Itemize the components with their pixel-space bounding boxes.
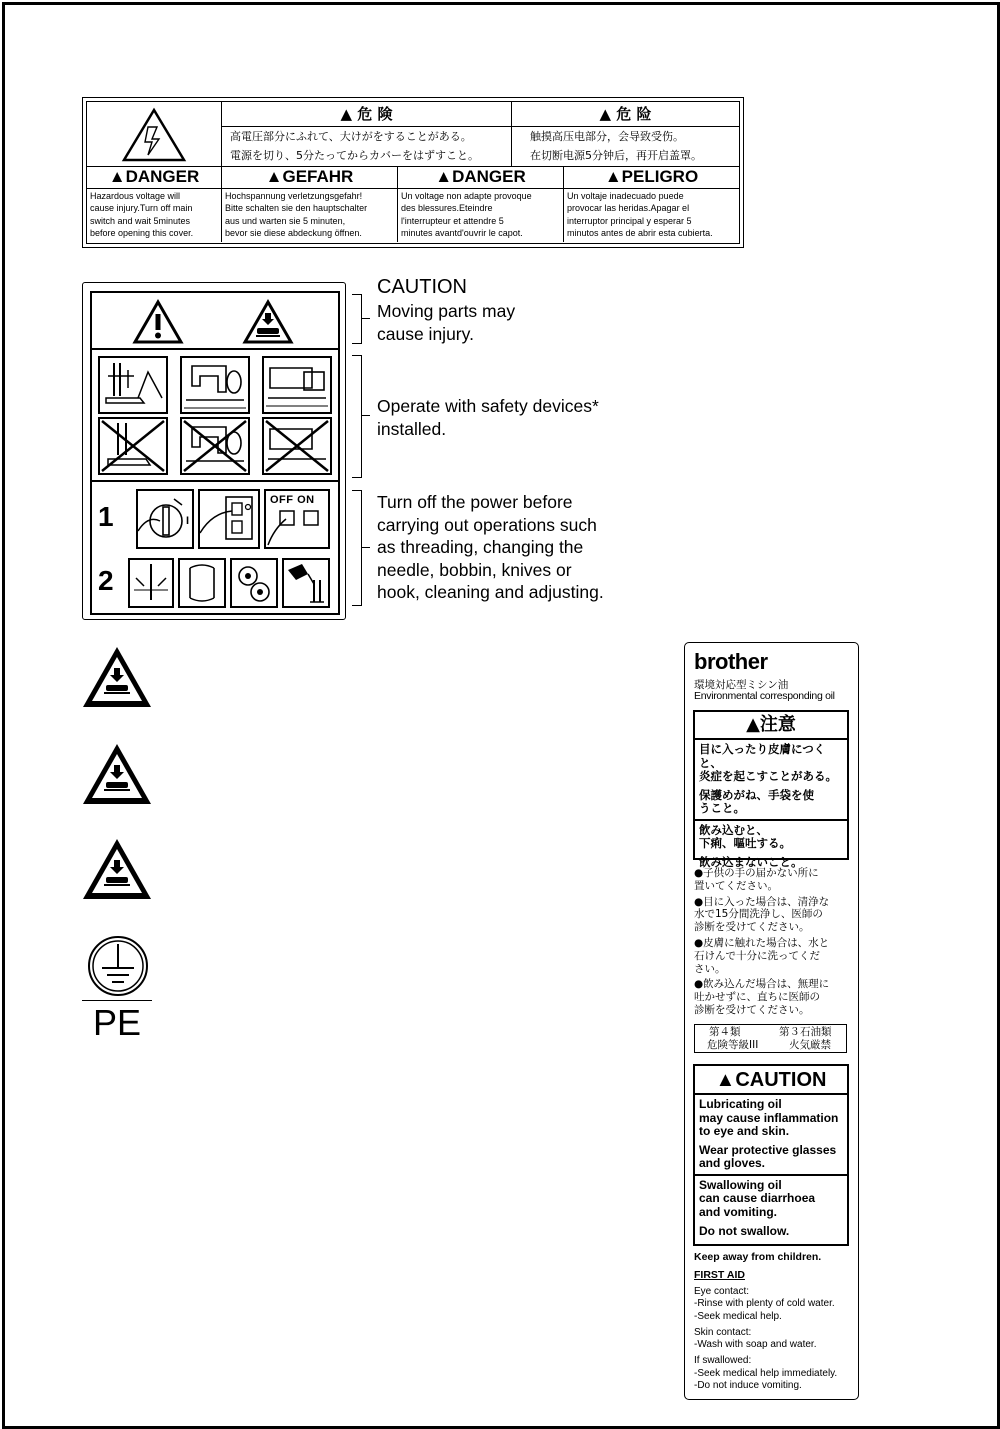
pe-label: PE <box>82 1000 152 1045</box>
oil-warning-label <box>684 642 859 1400</box>
warning-triangle-icon: ▲ <box>599 105 612 123</box>
prohibited-icon <box>264 419 330 473</box>
warning-triangle-icon: ▲ <box>604 167 622 186</box>
switch-off-label: OFF <box>270 494 294 506</box>
warning-triangle-icon: ▲ <box>715 1069 736 1091</box>
bracket-tick <box>362 318 370 319</box>
needle-change-pictogram <box>128 558 174 608</box>
belt-change-pictogram <box>178 558 226 608</box>
power-off-text: Turn off the power before carrying out operations such as threading, changing the needle, bobbin, knives or hook, cleaning and adjusting. <box>377 492 604 602</box>
cn-danger-title: ▲ 危 险 <box>599 105 652 123</box>
bracket-moving-parts <box>352 294 362 344</box>
belt-cover-pictogram <box>262 356 332 414</box>
off-on-switch-pictogram <box>264 489 330 549</box>
cn-danger-text: 触摸高压电部分，会导致受伤。 在切断电源5分钟后，再开启盖罩。 <box>530 130 702 162</box>
en-danger-text: Hazardous voltage will cause injury.Turn off main switch and wait 5minutes before opening this cover. <box>90 191 194 238</box>
prohibited-icon <box>100 419 166 473</box>
main-switch-pictogram <box>136 489 194 549</box>
ground-earth-icon <box>84 934 154 998</box>
warning-triangle-icon: ▲ <box>340 105 353 123</box>
sewing-machine-icon <box>264 358 330 412</box>
warning-triangle-icon: ▲ <box>108 167 126 186</box>
bobbin-change-pictogram <box>230 558 278 608</box>
fr-danger-text: Un voltage non adapte provoque des blessures.Eteindre l'interrupteur et attendre 5 minutes avantd'ouvrir le capot. <box>401 191 532 238</box>
needle-guard-icon <box>100 358 166 412</box>
bracket-tick <box>362 415 370 416</box>
warning-triangle-icon <box>132 299 184 345</box>
switch-on-mark: I <box>185 515 189 527</box>
hand-crush-icon <box>80 741 154 807</box>
high-voltage-danger-label <box>82 97 744 248</box>
pulley-cover-pictogram <box>180 356 250 414</box>
en-caution-text-3: Swallowing oil can cause diarrhoea and vomiting. <box>699 1177 816 1219</box>
warning-triangle-icon: ▲ <box>435 167 453 186</box>
es-danger-text: Un voltaje inadecuado puede provocar las heridas.Apagar el interruptor principal y esperar 5 minutos antes de abrir esta cubierta. <box>567 191 713 238</box>
moving-parts-caution-label <box>82 282 346 620</box>
en-caution-box <box>693 1064 849 1246</box>
jp-danger-text: 高電圧部分にふれて、大けがをすることがある。 電源を切り、5分たってからカバーをはずすこと。 <box>230 130 479 162</box>
jp-hazard-class-box: 第４類 第３石油類 危険等級III 火気厳禁 <box>694 1024 847 1053</box>
warning-triangle-icon: ▲ <box>265 167 283 186</box>
pulley-cover-removed-pictogram <box>180 417 250 475</box>
jp-caution-text-3: 飲み込むと、 下痢、嘔吐する。 <box>699 822 791 850</box>
needle-icon <box>130 560 172 606</box>
de-danger-text: Hochspannung verletzungsgefahr! Bitte schalten sie den hauptschalter aus und warten sie 5 minuten, bevor sie diese abdeckung öffnen. <box>225 191 368 238</box>
jp-caution-box <box>693 710 849 869</box>
bracket-power-off <box>352 490 362 606</box>
first-aid-instructions: Eye contact: -Rinse with plenty of cold water. -Seek medical help. Skin contact: -Wash with soap and water. If swallowed: -Seek medical help immediately. -Do not induce vomiting. <box>694 1286 838 1392</box>
bobbin-icon <box>232 560 276 606</box>
switch-on-label: ON <box>297 494 315 506</box>
hand-crush-icon <box>80 644 154 710</box>
keep-away-text: Keep away from children. <box>694 1251 822 1263</box>
cleaning-pictogram <box>282 558 330 608</box>
sewing-machine-icon <box>182 358 248 412</box>
bracket-safety-devices <box>352 355 362 478</box>
needle-guard-removed-pictogram <box>98 417 168 475</box>
en-caution-text-2: Wear protective glasses and gloves. <box>699 1142 837 1170</box>
rotary-switch-icon <box>138 491 192 547</box>
en-caution-text-1: Lubricating oil may cause inflammation to eye and skin. <box>699 1097 839 1138</box>
switch-panel-icon <box>200 491 258 547</box>
prohibited-icon <box>182 419 248 473</box>
power-switch-pictogram <box>198 489 260 549</box>
fr-danger-title: ▲DANGER <box>435 167 526 186</box>
es-danger-title: ▲PELIGRO <box>604 167 699 186</box>
de-danger-title: ▲GEFAHR <box>265 167 354 186</box>
step-1-number: 1 <box>98 501 114 532</box>
rotation-arrows-icon <box>180 560 224 606</box>
step-2-number: 2 <box>98 565 114 596</box>
moving-parts-text: Moving parts may cause injury. <box>377 301 516 344</box>
en-caution-title: ▲CAUTION <box>695 1066 847 1095</box>
hand-crush-icon <box>242 299 294 345</box>
en-danger-title: ▲DANGER <box>108 167 200 186</box>
jp-subtitle: 環境対応型ミシン油 <box>694 679 789 691</box>
belt-cover-removed-pictogram <box>262 417 332 475</box>
jp-caution-text-4: 飲み込まないこと。 <box>699 854 803 869</box>
brand-logo: brother <box>694 649 768 674</box>
electric-shock-icon <box>121 107 187 163</box>
jp-notes: ●子供の手の届かない所に 置いてください。 ●目に入った場合は、清浄な 水で15分間洗浄し、医師の 診断を受けてください。 ●皮膚に触れた場合は、水と 石けんで十分に洗ってくだ さい。 ●飲み込んだ場合は、無理に 吐かせずに、直ちに医師の 診断を受けてください。 <box>694 867 830 1016</box>
warning-triangle-icon: ▲ <box>746 714 760 735</box>
bracket-tick <box>362 547 370 548</box>
caution-heading: CAUTION <box>377 276 467 298</box>
oil-can-icon <box>284 560 328 606</box>
hand-pressing-icon <box>266 507 328 547</box>
safety-devices-text: Operate with safety devices* installed. <box>377 396 599 439</box>
needle-guard-pictogram <box>98 356 168 414</box>
jp-caution-text-1: 目に入ったり皮膚につくと、 炎症を起こすことがある。 <box>699 742 837 783</box>
jp-danger-title: ▲ 危 険 <box>340 105 393 123</box>
hand-crush-icon <box>80 836 154 902</box>
en-subtitle: Environmental corresponding oil <box>694 690 835 702</box>
en-caution-text-4: Do not swallow. <box>699 1224 790 1238</box>
jp-caution-title: ▲注意 <box>695 712 847 740</box>
first-aid-title: FIRST AID <box>694 1269 745 1281</box>
jp-caution-text-2: 保護めがね、手袋を使 うこと。 <box>699 787 814 815</box>
